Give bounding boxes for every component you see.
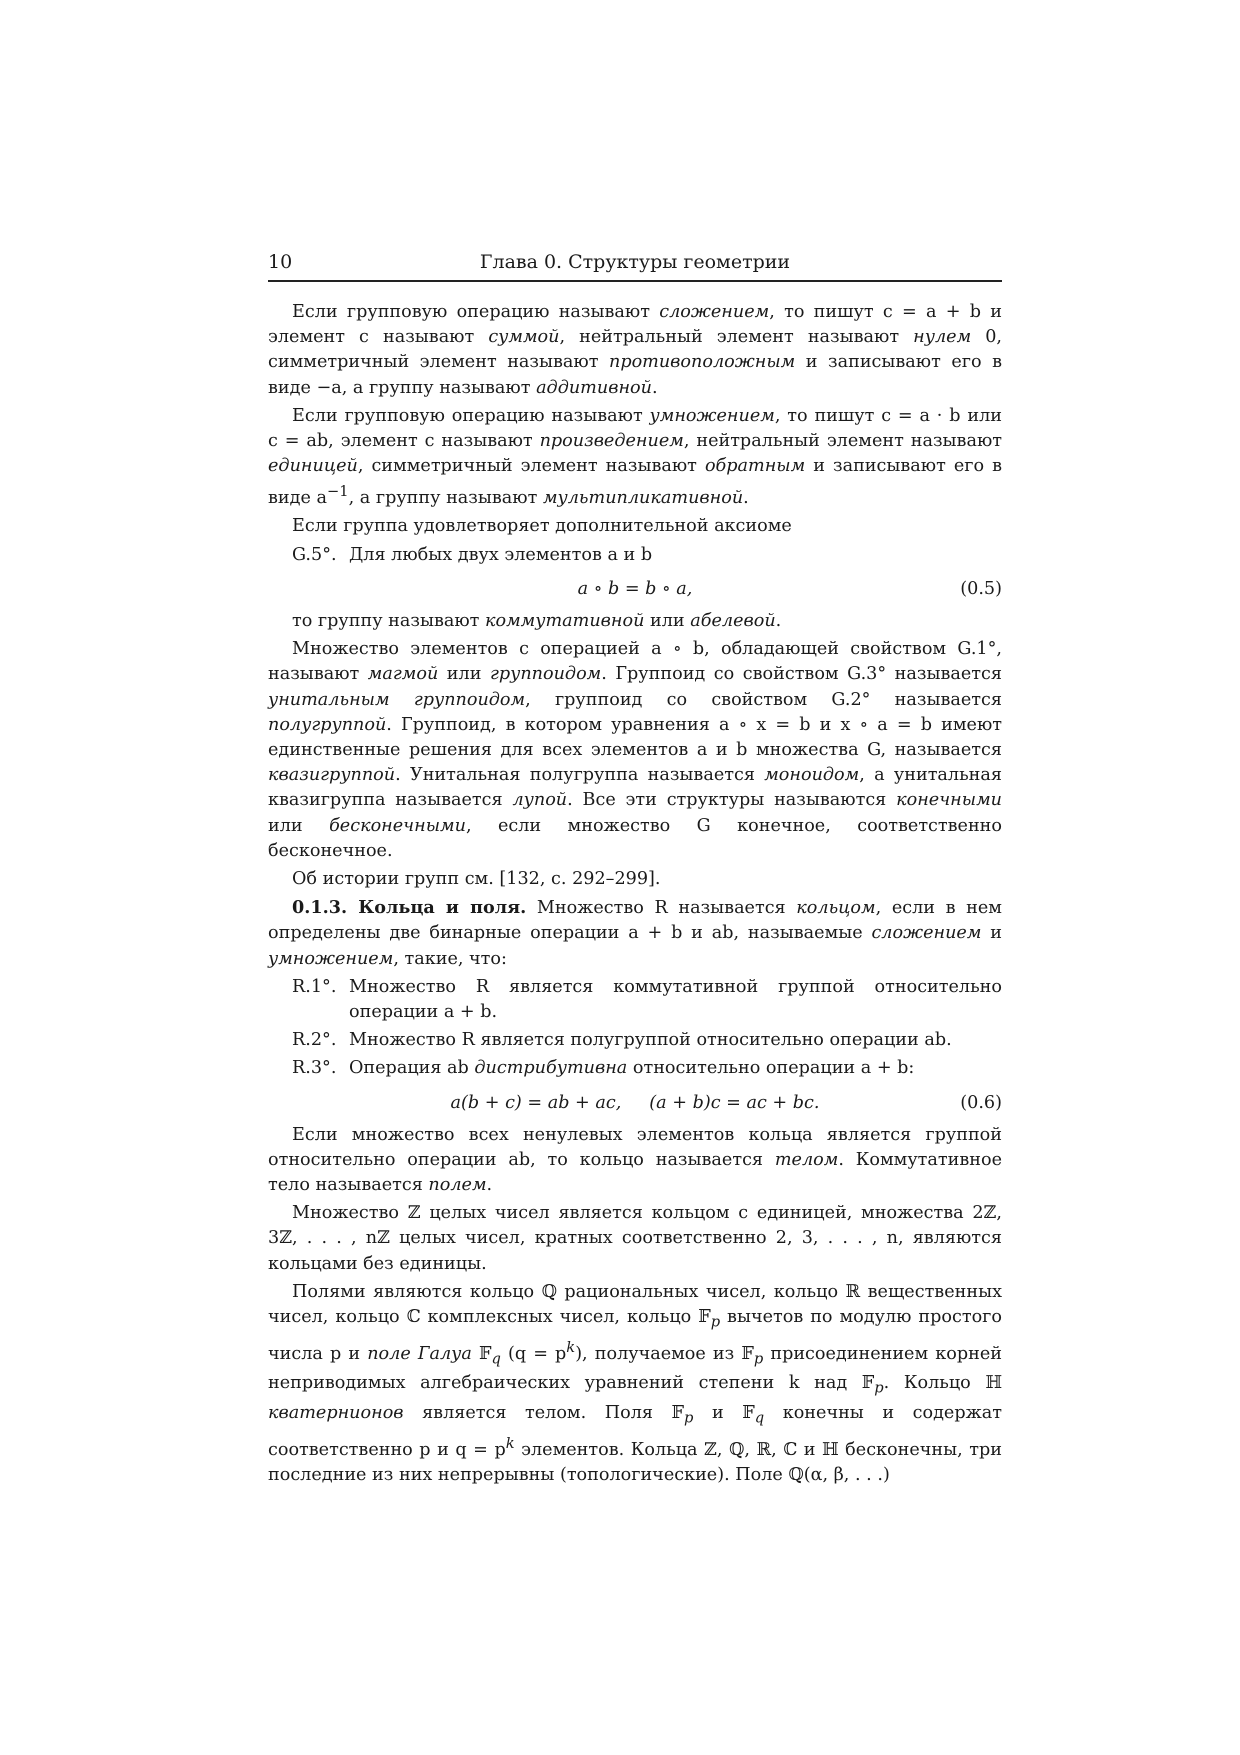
axiom-label: R.2°. — [292, 1030, 337, 1051]
paragraph-rings-section: 0.1.3. Кольца и поля. Множество R называется кольцом, если в нем определены две бинарные операции a + b и ab, называемые сложением и умножением, такие, что: — [268, 897, 1002, 969]
page-body — [268, 300, 1002, 1491]
axiom-label: R.1°. — [292, 976, 337, 997]
equation-number: (0.6) — [960, 1092, 1002, 1113]
equation-formula: a ∘ b = b ∘ a, — [577, 578, 693, 599]
paragraph-body-field: Если множество всех ненулевых элементов кольца является группой относительно операции ab, то кольцо называется телом. Коммутативное тело называется полем. — [268, 1124, 1002, 1195]
equation-0-5 — [268, 571, 1002, 607]
section-title: 0.1.3. Кольца и поля. — [292, 897, 527, 919]
axiom-text: Для любых двух элементов a и b — [349, 544, 653, 565]
axiom-r1 — [292, 975, 1002, 1025]
paragraph-extra-axiom: Если группа удовлетворяет дополнительной аксиоме — [292, 516, 792, 537]
axiom-r2 — [292, 1028, 1002, 1053]
paragraph-fields: Полями являются кольцо ℚ рациональных чисел, кольцо ℝ вещественных чисел, кольцо ℂ комплексных чисел, кольцо 𝔽$_p$ вычетов по модулю простого числа p и поле Галуа 𝔽$_q$ $(q = p^k)$, получаемое из 𝔽$_p$ присоединением корней неприводимых алгебраических уравнений степени k над 𝔽$_p$. Кольцо ℍ кватернионов является телом. Поля 𝔽$_p$ и 𝔽$_q$ конечны и содержат соответственно p и $q = p^k$ элементов. Кольца ℤ, ℚ, ℝ, ℂ и ℍ бесконечны, три последние из них непрерывны (топологические). Поле ℚ(α, β, . . .) — [268, 1281, 1002, 1485]
axiom-label: G.5°. — [292, 544, 337, 565]
axiom-text: Операция ab дистрибутивна относительно операции a + b: — [349, 1058, 915, 1079]
axiom-text: Множество R является полугруппой относительно операции ab. — [349, 1030, 952, 1051]
paragraph-additive: Если групповую операцию называют сложением, то пишут c = a + b и элемент c называют суммой, нейтральный элемент называют нулем 0, симметричный элемент называют противоположным и записывают его в виде −a, а группу называют аддитивной. — [268, 302, 1003, 398]
paragraph-multiplicative: Если групповую операцию называют умножением, то пишут c = a · b или c = ab, элемент c называют произведением, нейтральный элемент называют единицей, симметричный элемент называют обратным и записывают его в виде $a^{-1}$, а группу называют мультипликативной. — [268, 405, 1002, 509]
running-header — [268, 248, 1002, 282]
paragraph-commutative: то группу называют коммутативной или абелевой. — [292, 610, 782, 631]
page-number: 10 — [268, 251, 293, 273]
paragraph-history: Об истории групп см. [132, с. 292–299]. — [292, 868, 661, 889]
paragraph-magma: Множество элементов с операцией a ∘ b, обладающей свойством G.1°, называют магмой или группоидом. Группоид со свойством G.3° называется унитальным группоидом, группоид со свойством G.2° называется полугруппой. Группоид, в котором уравнения a ∘ x = b и x ∘ a = b имеют единственные решения для всех элементов a и b множества G, называется квазигруппой. Унитальная полугруппа называется моноидом, а унитальная квазигруппа называется лупой. Все эти структуры называются конечными или бесконечными, если множество G конечное, соответственно бесконечное. — [268, 639, 1002, 861]
axiom-text: Множество R является коммутативной группой относительно операции a + b. — [349, 976, 1002, 1022]
equation-0-6 — [268, 1085, 1002, 1121]
chapter-title: Глава 0. Структуры геометрии — [479, 251, 791, 273]
equation-number: (0.5) — [960, 578, 1002, 599]
axiom-r3 — [292, 1056, 1002, 1081]
axiom-g5 — [292, 543, 1002, 568]
paragraph-integers: Множество ℤ целых чисел является кольцом с единицей, множества 2ℤ, 3ℤ, . . . , nℤ целых чисел, кратных соответственно 2, 3, . . . , n, являются кольцами без единицы. — [268, 1203, 1002, 1274]
axiom-label: R.3°. — [292, 1058, 337, 1079]
equation-formula: a(b + c) = ab + ac, (a + b)c = ac + bc. — [450, 1092, 820, 1113]
